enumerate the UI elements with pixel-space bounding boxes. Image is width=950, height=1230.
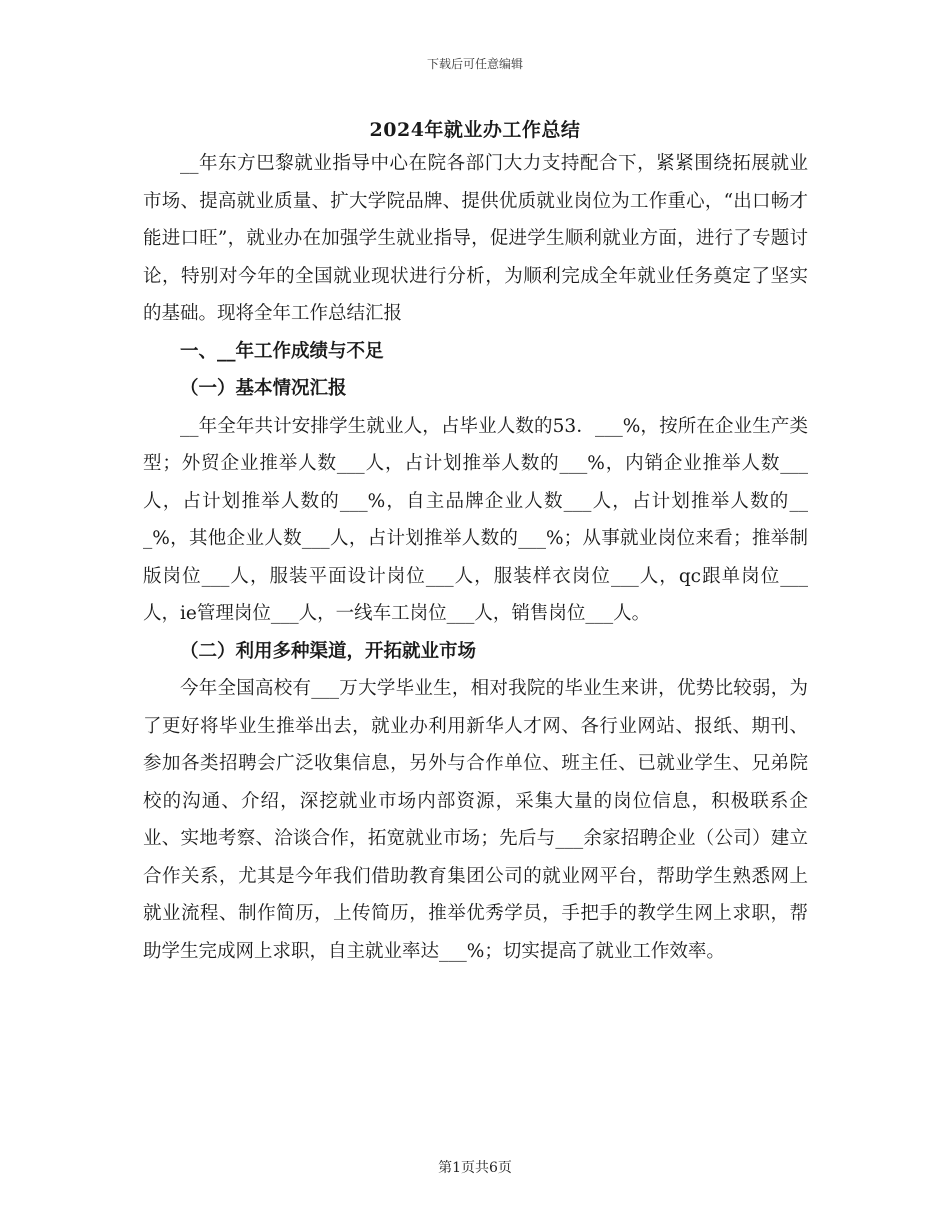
header-note: 下载后可任意编辑 bbox=[426, 57, 523, 71]
channels-paragraph: 今年全国高校有___万大学毕业生，相对我院的毕业生来讲，优势比较弱，为了更好将毕业生推举出去，就业办利用新华人才网、各行业网站、报纸、期刊、参加各类招聘会广泛收集信息，另外与合作单位、班主任、已就业学生、兄弟院校的沟通、介绍，深挖就业市场内部资源，采集大量的岗位信息，积极联系企业、实地考察、洽谈合作，拓宽就业市场；先后与___余家招聘企业（公司）建立合作关系，尤其是今年我们借助教育集团公司的就业网平台，帮助学生熟悉网上就业流程、制作简历，上传简历，推举优秀学员，手把手的教学生网上求职，帮助学生完成网上求职，自主就业率达___%；切实提高了就业工作效率。 bbox=[143, 678, 808, 962]
page-number: 第1页共6页 bbox=[438, 1160, 512, 1176]
subsection-heading-basic-situation: （一）基本情况汇报 bbox=[180, 378, 347, 399]
subsection-heading-channels: （二）利用多种渠道，开拓就业市场 bbox=[180, 640, 477, 662]
intro-paragraph: __年东方巴黎就业指导中心在院各部门大力支持配合下，紧紧围绕拓展就业市场、提高就业质量、扩大学院品牌、提供优质就业岗位为工作重心，“出口畅才能进口旺”，就业办在加强学生就业指导，促进学生顺利就业方面，进行了专题讨论，特别对今年的全国就业现状进行分析，为顺利完成全年就业任务奠定了坚实的基础。现将全年工作总结汇报 bbox=[143, 153, 808, 324]
document-title: 2024年就业办工作总结 bbox=[369, 119, 581, 141]
document-body bbox=[143, 145, 808, 970]
section-heading-achievements: 一、__年工作成绩与不足 bbox=[180, 340, 384, 362]
basic-situation-paragraph: __年全年共计安排学生就业人，占毕业人数的53．___%，按所在企业生产类型；外贸企业推举人数___人，占计划推举人数的___%，内销企业推举人数___人，占计划推举人数的___%，自主品牌企业人数___人，占计划推举人数的___%，其他企业人数___人，占计划推举人数的___%；从事就业岗位来看；推举制版岗位___人，服装平面设计岗位___人，服装样衣岗位___人，qc跟单岗位___人，ie管理岗位___人，一线车工岗位___人，销售岗位___人。 bbox=[143, 415, 808, 624]
